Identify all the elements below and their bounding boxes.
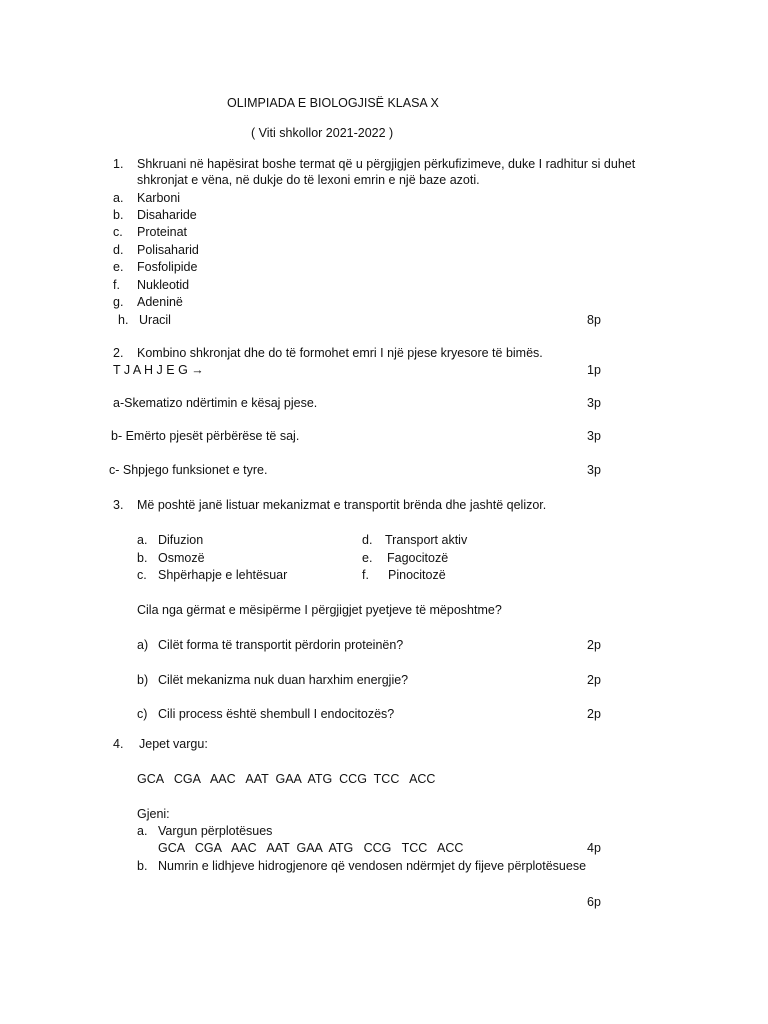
q1-item-letter: d. [113,243,124,257]
q3-option-letter: e. [362,551,373,565]
q2-part-b-points: 3p [587,429,601,443]
q1-number: 1. [113,157,124,171]
q1-item-label: Polisaharid [137,243,199,257]
q1-item-label: Nukleotid [137,278,190,292]
q3-sub-letter: c) [137,707,148,721]
school-year: ( Viti shkollor 2021-2022 ) [251,126,394,140]
q2-part-a-points: 3p [587,396,601,410]
q2-part-c-points: 3p [587,463,601,477]
q3-option-label: Osmozë [158,551,205,565]
q3-sub-letter: a) [137,638,149,652]
q3-sub-points: 2p [587,638,601,652]
q1-item-letter: h. [118,313,129,327]
q3-option-letter: b. [137,551,148,565]
q3-option-label: Pinocitozë [388,568,446,582]
q1-item-label: Proteinat [137,225,188,239]
q3-sub-text: Cilët mekanizma nuk duan harxhim energjie? [158,673,409,687]
q3-option-letter: d. [362,533,373,547]
q3-sub-text: Cilët forma të transportit përdorin proteinën? [158,638,404,652]
q1-item-letter: e. [113,260,124,274]
q3-sub-points: 2p [587,673,601,687]
q1-item-label: Adeninë [137,295,183,309]
q4-text: Jepet vargu: [139,737,208,751]
q1-item-label: Disaharide [137,208,197,222]
q1-text-line2: shkronjat e vëna, në dukje do të lexoni emrin e një baze azoti. [137,173,480,187]
q2-part-c: c- Shpjego funksionet e tyre. [109,463,268,477]
q3-option-letter: a. [137,533,148,547]
q4-find: Gjeni: [137,807,170,821]
q3-option-letter: f. [362,568,369,582]
q3-sub-text: Cili process është shembull I endocitozës? [158,707,395,721]
q1-item-letter: g. [113,295,124,309]
q4-sub-b-letter: b. [137,859,148,873]
q4-number: 4. [113,737,124,751]
q2-text: Kombino shkronjat dhe do të formohet emri I një pjese kryesore të bimës. [137,346,543,360]
q3-prompt: Cila nga gërmat e mësipërme I përgjigjet pyetjeve të mëposhtme? [137,603,502,617]
exam-title: OLIMPIADA E BIOLOGJISË KLASA X [227,96,439,110]
q1-points: 8p [587,313,601,327]
q3-sub-letter: b) [137,673,149,687]
q2-letters-points: 1p [587,363,601,377]
q3-text: Më poshtë janë listuar mekanizmat e transportit brënda dhe jashtë qelizor. [137,498,547,512]
q4-sub-b-text: Numrin e lidhjeve hidrogjenore që vendosen ndërmjet dy fijeve përplotësuese [158,859,587,873]
q1-item-label: Uracil [139,313,171,327]
q4-sub-a-points: 4p [587,841,601,855]
q1-item-letter: b. [113,208,124,222]
q4-sequence: GCA CGA AAC AAT GAA ATG CCG TCC ACC [137,772,436,786]
q2-part-b: b- Emërto pjesët përbërëse të saj. [111,429,300,443]
q3-option-label: Difuzion [158,533,204,547]
q4-sub-b-points: 6p [587,895,601,909]
q4-sub-a-text: Vargun përplotësues [158,824,273,838]
q3-sub-points: 2p [587,707,601,721]
q3-number: 3. [113,498,124,512]
q3-option-label: Shpërhapje e lehtësuar [158,568,288,582]
q3-option-letter: c. [137,568,147,582]
q2-number: 2. [113,346,124,360]
q3-option-label: Transport aktiv [385,533,468,547]
q1-text-line1: Shkruani në hapësirat boshe termat që u përgjigjen përkufizimeve, duke I radhitur si duhet [137,157,636,171]
q1-item-label: Karboni [137,191,181,205]
q1-item-letter: f. [113,278,120,292]
q4-sub-a-sequence: GCA CGA AAC AAT GAA ATG CCG TCC ACC [158,841,464,855]
q2-part-a: a-Skematizo ndërtimin e kësaj pjese. [113,396,318,410]
q1-item-letter: c. [113,225,123,239]
q3-option-label: Fagocitozë [387,551,449,565]
q1-item-label: Fosfolipide [137,260,198,274]
q2-scrambled-letters: T J A H J E G → [113,363,204,377]
q1-item-letter: a. [113,191,124,205]
q4-sub-a-letter: a. [137,824,148,838]
